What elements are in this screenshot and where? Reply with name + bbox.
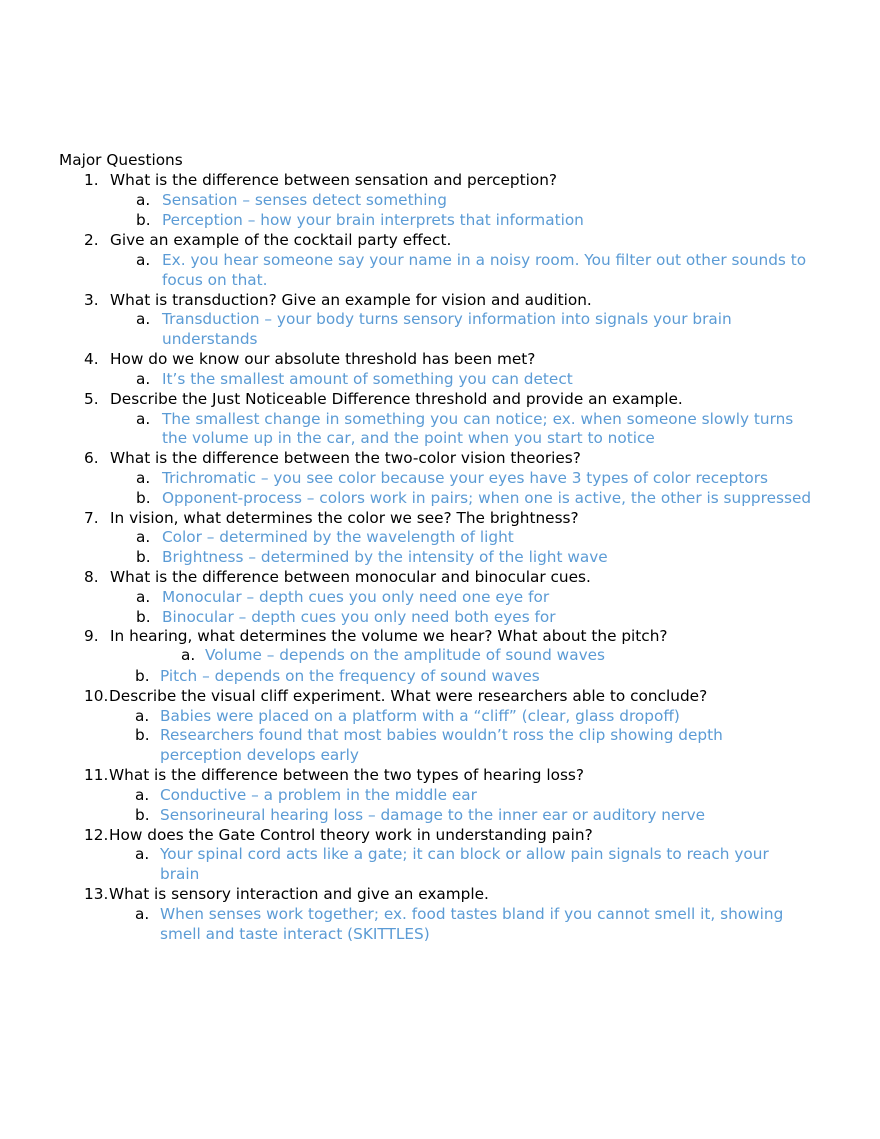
- question-number: 6.: [84, 449, 99, 467]
- answer-text: Babies were placed on a platform with a “cliff” (clear, glass dropoff): [160, 707, 680, 725]
- question-number: 8.: [84, 568, 99, 586]
- question-text: In hearing, what determines the volume we hear? What about the pitch?: [110, 627, 668, 645]
- question-number: 2.: [84, 231, 99, 249]
- answer-text-line-2: smell and taste interact (SKITTLES): [160, 925, 430, 943]
- answer-letter: a.: [135, 786, 150, 804]
- answer-text-line-1: When senses work together; ex. food tastes bland if you cannot smell it, showing: [160, 905, 784, 923]
- answer-letter: b.: [135, 726, 150, 744]
- question-text: What is the difference between the two-color vision theories?: [110, 449, 581, 467]
- answer-letter: a.: [136, 251, 151, 269]
- question-text: What is the difference between monocular and binocular cues.: [110, 568, 591, 586]
- question-number: 1.: [84, 171, 99, 189]
- question-number: 4.: [84, 350, 99, 368]
- question-number: 3.: [84, 291, 99, 309]
- answer-text: Color – determined by the wavelength of light: [162, 528, 514, 546]
- answer-letter: b.: [136, 489, 151, 507]
- question-text: What is the difference between sensation and perception?: [110, 171, 558, 189]
- answer-text: Sensorineural hearing loss – damage to the inner ear or auditory nerve: [160, 806, 706, 824]
- answer-text-line-2: focus on that.: [162, 271, 268, 289]
- question-number: 9.: [84, 627, 99, 645]
- answer-text: Perception – how your brain interprets that information: [162, 211, 584, 229]
- answer-letter: b.: [136, 548, 151, 566]
- answer-text-line-1: The smallest change in something you can notice; ex. when someone slowly turns: [162, 410, 794, 428]
- question-text: In vision, what determines the color we see? The brightness?: [110, 509, 579, 527]
- answer-letter: a.: [136, 588, 151, 606]
- answer-letter: a.: [136, 310, 151, 328]
- answer-letter: b.: [135, 806, 150, 824]
- answer-letter: b.: [136, 211, 151, 229]
- question-number: 12.: [84, 826, 109, 844]
- answer-text: Pitch – depends on the frequency of sound waves: [160, 667, 540, 685]
- answer-letter: b.: [135, 667, 150, 685]
- answer-letter: a.: [181, 646, 196, 664]
- question-number: 11.: [84, 766, 109, 784]
- answer-letter: b.: [136, 608, 151, 626]
- answer-letter: a.: [136, 370, 151, 388]
- answer-text-line-2: the volume up in the car, and the point when you start to notice: [162, 429, 655, 447]
- answer-text-line-2: brain: [160, 865, 200, 883]
- question-text: What is sensory interaction and give an example.: [109, 885, 489, 903]
- question-number: 7.: [84, 509, 99, 527]
- question-number: 10.: [84, 687, 109, 705]
- answer-text-line-1: Transduction – your body turns sensory information into signals your brain: [162, 310, 732, 328]
- answer-text: Brightness – determined by the intensity of the light wave: [162, 548, 608, 566]
- answer-text: Monocular – depth cues you only need one eye for: [162, 588, 550, 606]
- answer-text-line-2: perception develops early: [160, 746, 359, 764]
- page-heading: Major Questions: [59, 151, 183, 169]
- answer-text-line-1: Your spinal cord acts like a gate; it can block or allow pain signals to reach your: [160, 845, 769, 863]
- answer-letter: a.: [136, 528, 151, 546]
- question-text: Describe the Just Noticeable Difference threshold and provide an example.: [110, 390, 683, 408]
- answer-text-line-1: Researchers found that most babies wouldn’t ross the clip showing depth: [160, 726, 723, 744]
- answer-text-line-1: Ex. you hear someone say your name in a noisy room. You filter out other sounds to: [162, 251, 807, 269]
- answer-text: It’s the smallest amount of something you can detect: [162, 370, 573, 388]
- question-number: 13.: [84, 885, 109, 903]
- answer-letter: a.: [136, 191, 151, 209]
- answer-text: Trichromatic – you see color because your eyes have 3 types of color receptors: [162, 469, 768, 487]
- answer-letter: a.: [135, 905, 150, 923]
- question-text: Give an example of the cocktail party effect.: [110, 231, 452, 249]
- question-text: How does the Gate Control theory work in understanding pain?: [109, 826, 593, 844]
- answer-text-line-2: understands: [162, 330, 258, 348]
- answer-text: Conductive – a problem in the middle ear: [160, 786, 477, 804]
- answer-text: Binocular – depth cues you only need both eyes for: [162, 608, 556, 626]
- answer-letter: a.: [135, 707, 150, 725]
- question-text: How do we know our absolute threshold has been met?: [110, 350, 536, 368]
- question-number: 5.: [84, 390, 99, 408]
- answer-text: Sensation – senses detect something: [162, 191, 447, 209]
- answer-letter: a.: [135, 845, 150, 863]
- question-text: What is the difference between the two types of hearing loss?: [109, 766, 585, 784]
- question-text: Describe the visual cliff experiment. What were researchers able to conclude?: [109, 687, 708, 705]
- question-text: What is transduction? Give an example for vision and audition.: [110, 291, 592, 309]
- answer-letter: a.: [136, 410, 151, 428]
- answer-text: Volume – depends on the amplitude of sound waves: [205, 646, 606, 664]
- answer-text: Opponent-process – colors work in pairs; when one is active, the other is suppressed: [162, 489, 812, 507]
- answer-letter: a.: [136, 469, 151, 487]
